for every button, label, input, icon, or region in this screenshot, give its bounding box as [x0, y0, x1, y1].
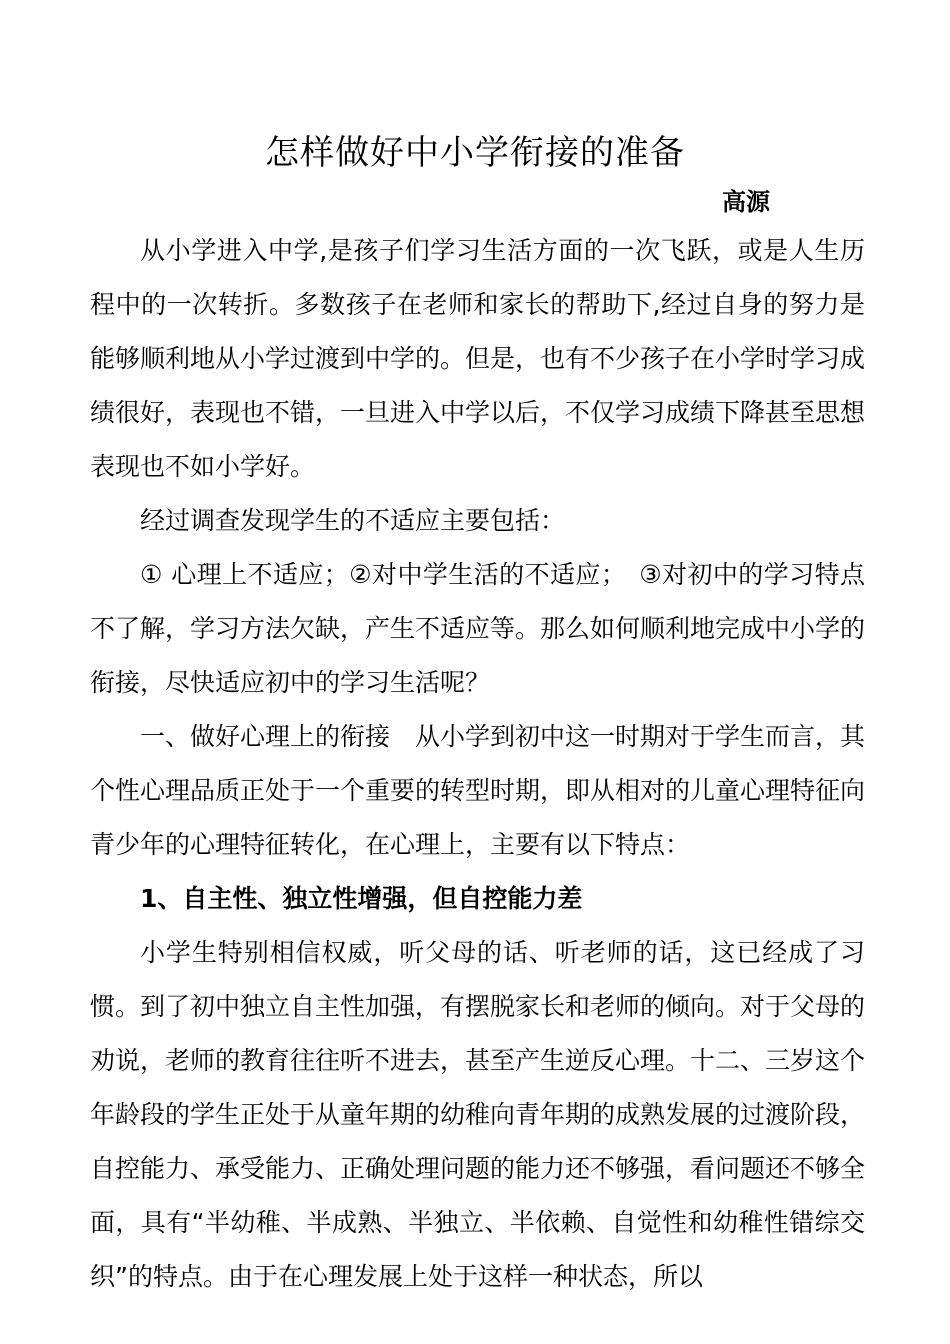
paragraph-list: ① 心理上不适应；②对中学生活的不适应； ③对初中的学习特点不了解，学习方法欠缺，产生不适应等。那么如何顺利地完成中小学的衔接，尽快适应初中的学习生活呢？ — [90, 560, 866, 697]
paragraph-detail: 小学生特别相信权威，听父母的话、听老师的话，这已经成了习惯。到了初中独立自主性加强，有摆脱家长和老师的倾向。对于父母的劝说，老师的教育往往听不进去，甚至产生逆反心理。十二、三岁这个年龄段的学生正处于从童年期的幼稚向青年期的成熟发展的过渡阶段，自控能力、承受能力、正确处理问题的能力还不够强，看问题还不够全面，具有“半幼稚、半成熟、半独立、半依赖、自觉性和幼稚性错综交织”的特点。由于在心理发展上处于这样一种状态，所以 — [90, 938, 866, 1291]
document-author: 高源 — [722, 188, 770, 216]
document-body — [90, 224, 865, 1304]
paragraph-intro: 从小学进入中学,是孩子们学习生活方面的一次飞跃，或是人生历程中的一次转折。多数孩子在老师和家长的帮助下,经过自身的努力是能够顺利地从小学过渡到中学的。但是，也有不少孩子在小学时学习成绩很好，表现也不错，一旦进入中学以后，不仅学习成绩下降甚至思想表现也不如小学好。 — [90, 236, 866, 481]
document-title: 怎样做好中小学衔接的准备 — [265, 133, 685, 173]
paragraph-section-one: 一、做好心理上的衔接 从小学到初中这一时期对于学生而言，其个性心理品质正处于一个重要的转型时期，即从相对的儿童心理特征向青少年的心理特征转化，在心理上，主要有以下特点： — [90, 722, 866, 859]
paragraph-survey: 经过调查发现学生的不适应主要包括： — [140, 506, 566, 535]
subheading-one: 1、自主性、独立性增强，但自控能力差 — [140, 884, 583, 913]
